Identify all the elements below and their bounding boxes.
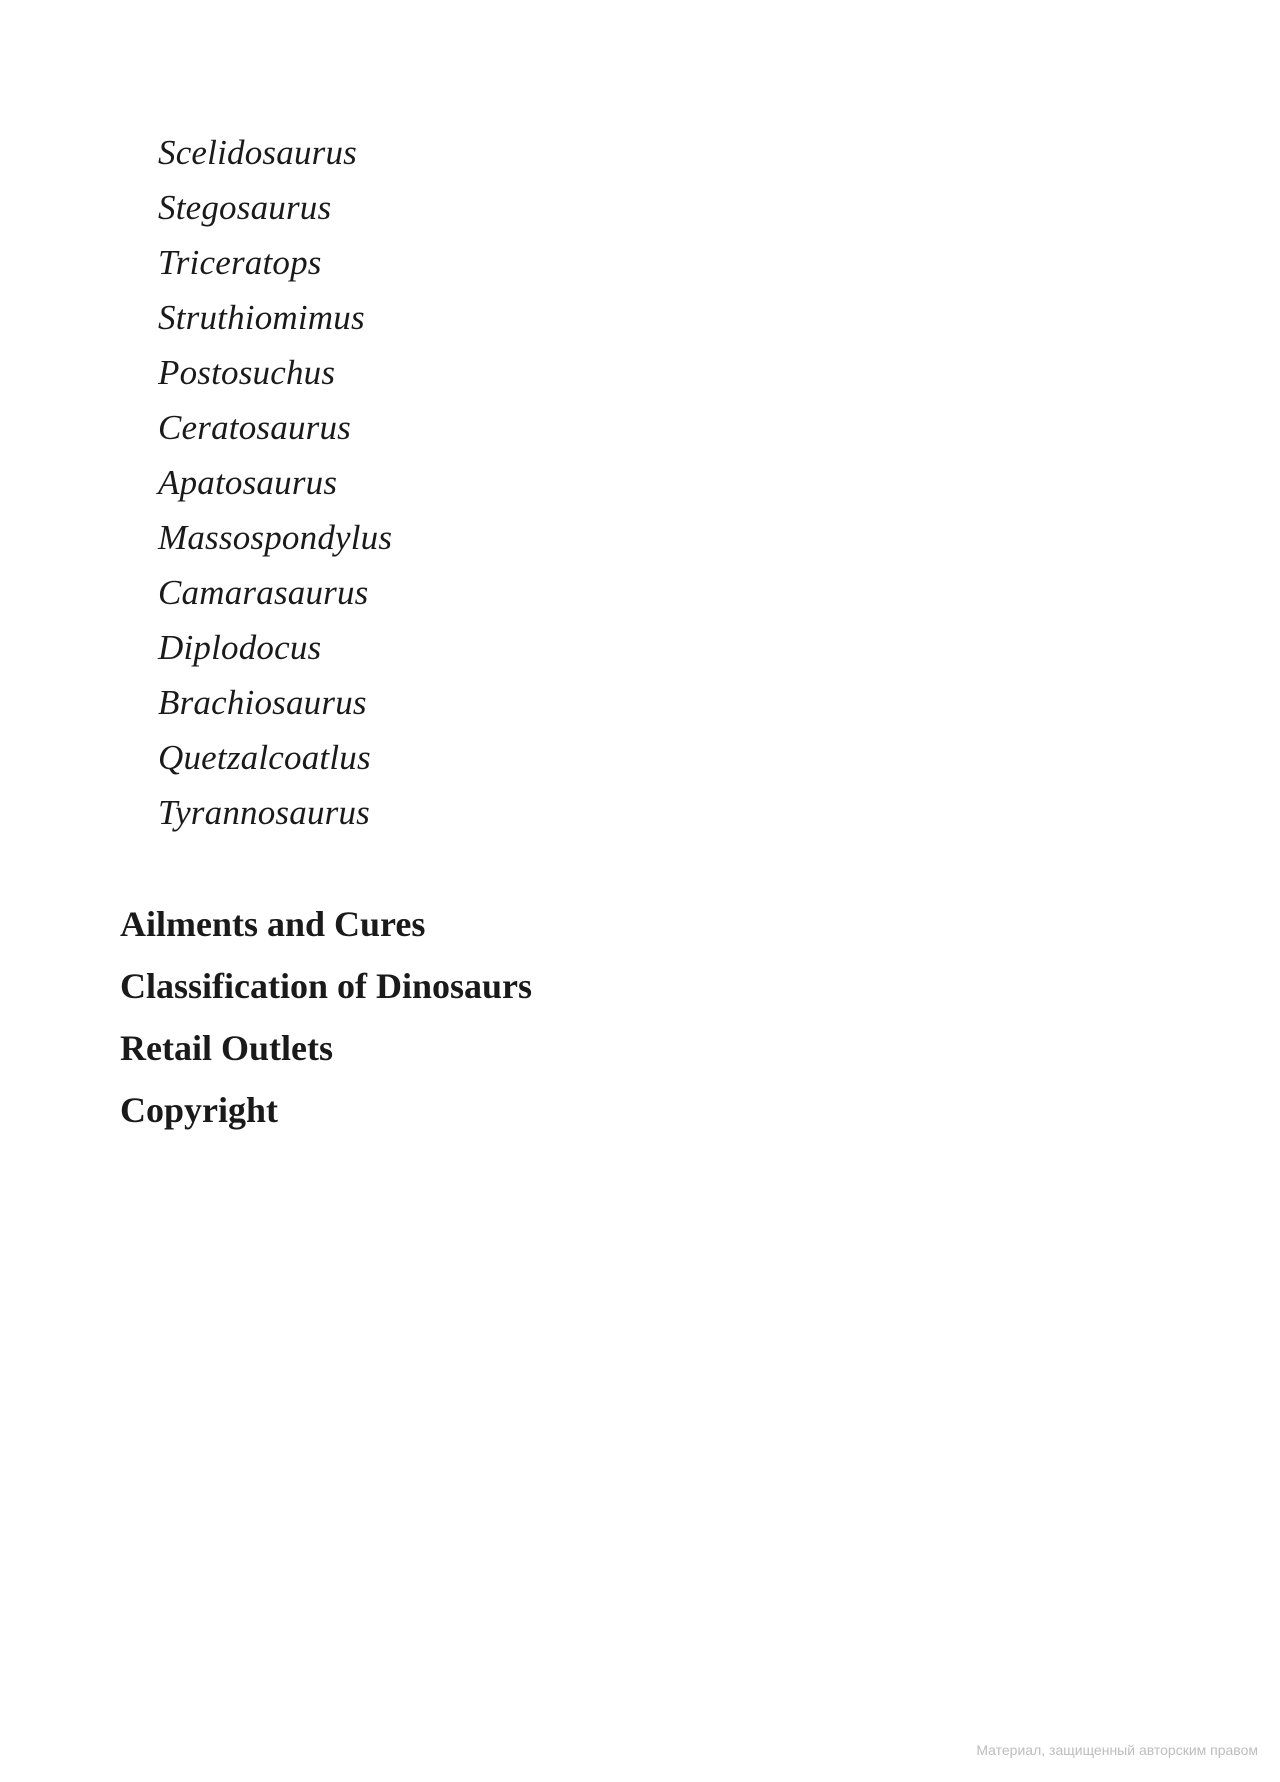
toc-subitem-link[interactable]: Apatosaurus (158, 463, 338, 502)
toc-subitem (158, 565, 392, 620)
toc-subitem-link[interactable]: Stegosaurus (158, 188, 332, 227)
toc-section-item (120, 893, 532, 955)
toc-subitem (158, 620, 392, 675)
toc-section-list (120, 893, 532, 1141)
toc-subitem (158, 730, 392, 785)
toc-subitem-link[interactable]: Diplodocus (158, 628, 322, 667)
copyright-watermark: Материал, защищенный авторским правом (976, 1742, 1258, 1758)
toc-subitem-link[interactable]: Tyrannosaurus (158, 793, 370, 832)
toc-subitem-link[interactable]: Brachiosaurus (158, 683, 367, 722)
toc-subitem-link[interactable]: Scelidosaurus (158, 133, 357, 172)
toc-subitem (158, 510, 392, 565)
toc-subitem-link[interactable]: Quetzalcoatlus (158, 738, 371, 777)
toc-subitem (158, 125, 392, 180)
toc-section-item (120, 1017, 532, 1079)
toc-section-link[interactable]: Classification of Dinosaurs (120, 966, 533, 1006)
toc-section-link[interactable]: Copyright (120, 1090, 279, 1130)
toc-subitem (158, 290, 392, 345)
toc-subitem-link[interactable]: Ceratosaurus (158, 408, 351, 447)
toc-subitem-link[interactable]: Postosuchus (158, 353, 336, 392)
toc-subitem (158, 455, 392, 510)
toc-subitem (158, 180, 392, 235)
toc-subitem (158, 785, 392, 840)
toc-subitem-link[interactable]: Massospondylus (158, 518, 393, 557)
toc-subitem (158, 235, 392, 290)
toc-subitem (158, 345, 392, 400)
toc-subitem-link[interactable]: Camarasaurus (158, 573, 369, 612)
toc-subitem (158, 675, 392, 730)
toc-subitem-link[interactable]: Triceratops (158, 243, 322, 282)
toc-section-item (120, 1079, 532, 1141)
toc-section-item (120, 955, 532, 1017)
toc-subsection-list (158, 125, 392, 840)
toc-subitem-link[interactable]: Struthiomimus (158, 298, 365, 337)
toc-subitem (158, 400, 392, 455)
toc-section-link[interactable]: Retail Outlets (120, 1028, 333, 1068)
toc-section-link[interactable]: Ailments and Cures (120, 904, 426, 944)
